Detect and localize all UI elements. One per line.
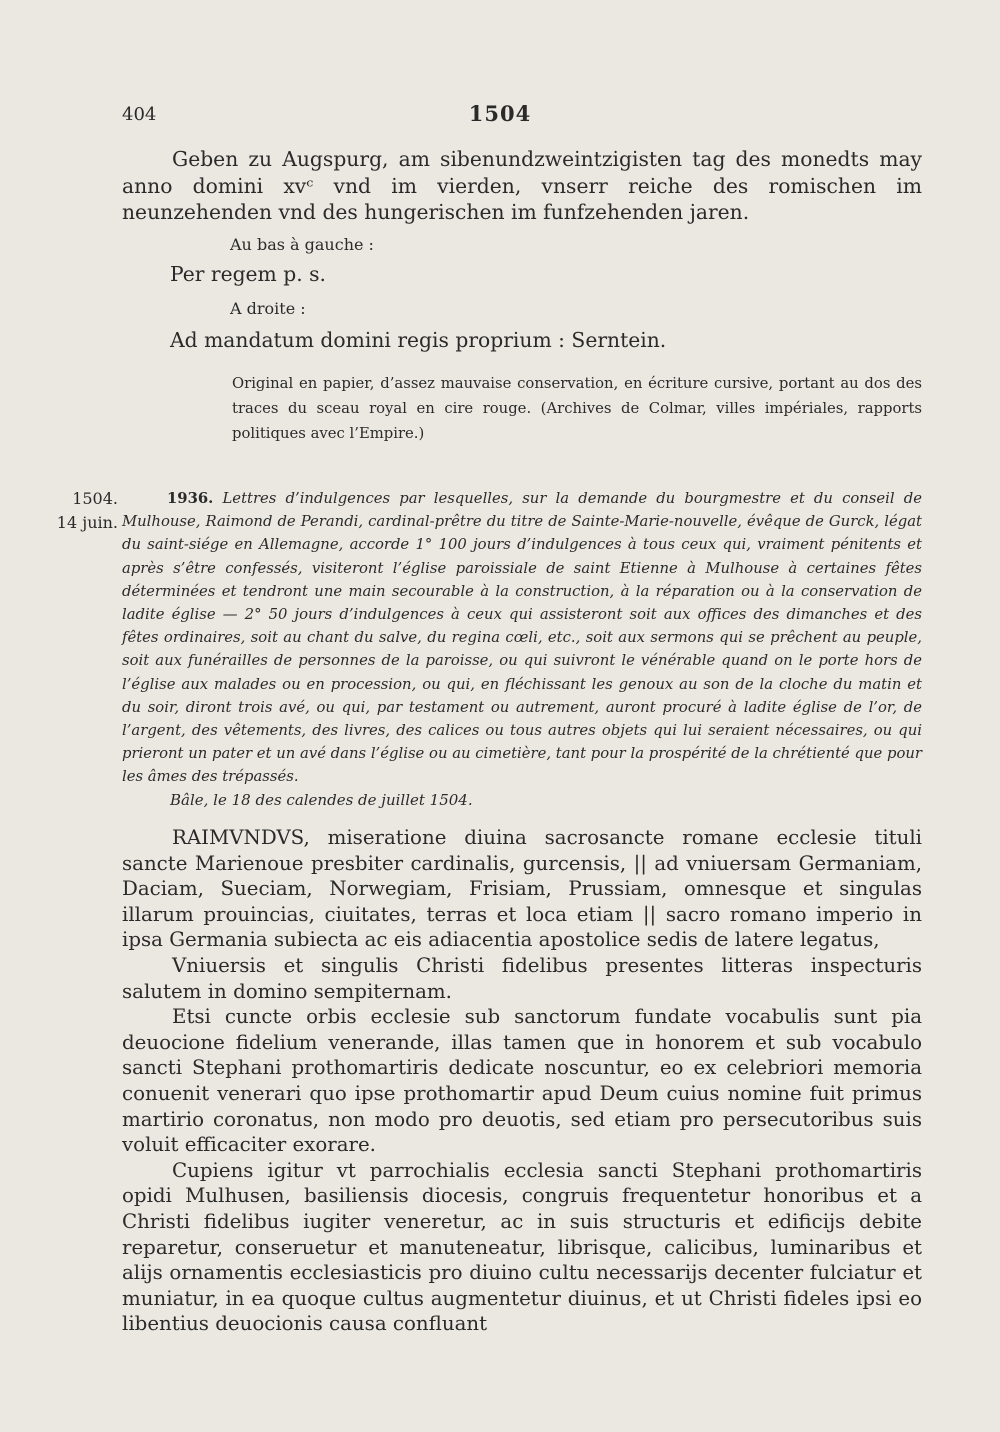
latin-paragraph: Cupiens igitur vt parrochialis ecclesia sancti Stephani prothomartiris opidi Mulhusen, basiliensis diocesis, congruis frequentetur honoribus et a Christi fidelibus iugiter veneretur, ac in suis structuris et edificijs debite reparetur, conseruetur et manuteneatur, librisque, calicibus, luminaribus et alijs ornamentis ecclesiasticis pro diuino cultu necessarijs decenter fulciatur et muniatur, in ea quoque cultus augmentetur diuinus, et ut Christi fideles ipsi eo libentius deuocionis causa confluant xyxy=(122,1158,922,1336)
regest-text: Lettres d’indulgences par lesquelles, sur la demande du bourgmestre et du conseil de Mulhouse, Raimond de Perandi, cardinal-prêtre du titre de Sainte-Marie-nouvelle, évêque de Gurck, légat du saint-siége en Allemagne, accorde 1° 100 jours d’indulgences à tous ceux qui, vraiment pénitents et après s’être confessés, visiteront l’église paroissiale de saint Etienne à Mulhouse à certaines fêtes déterminées et tendront une main secourable à la construction, à la réparation ou à la conservation de ladite église — 2° 50 jours d’indulgences à ceux qui assisteront soit aux offices des dimanches et des fêtes ordinaires, soit au chant du salve, du regina cœli, etc., soit aux sermons qui se prêchent au peuple, soit aux funérailles de personnes de la paroisse, ou qui suivront le vénérable quand on le porte hors de l’église aux malades ou en procession, ou qui, en fléchissant les genoux au son de la cloche du matin et du soir, diront trois avé, ou qui, par testament ou autrement, auront procuré à ladite église de l’or, de l’argent, des vêtements, des livres, des calices ou tous autres objets qui lui seraient nécessaires, ou qui prieront un pater et un avé dans l’église ou au cimetière, tant pour la prospérité de la chrétienté que pour les âmes des trépassés. xyxy=(122,490,922,786)
page-number: 404 xyxy=(122,104,157,125)
label-bottom-left: Au bas à gauche : xyxy=(230,235,374,254)
label-right: A droite : xyxy=(230,299,306,318)
running-head-year: 1504 xyxy=(468,101,532,126)
latin-paragraph: Vniuersis et singulis Christi fidelibus presentes litteras inspecturis salutem in domino sempiternam. xyxy=(122,953,922,1003)
regest-number: 1936. xyxy=(167,490,214,507)
source-note: Original en papier, d’assez mauvaise conservation, en écriture cursive, portant au dos des traces du sceau royal en cire rouge. (Archives de Colmar, villes impériales, rapports politiques avec l’Empire.) xyxy=(232,375,922,442)
signature-left: Per regem p. s. xyxy=(170,262,326,286)
latin-charter-text xyxy=(122,825,922,1337)
latin-paragraph: RAIMVNDVS, miseratione diuina sacrosancte romane ecclesie tituli sancte Marienoue presbiter cardinalis, gurcensis, || ad vniuersam Germaniam, Daciam, Sueciam, Norwegiam, Frisiam, Prussiam, omnesque et singulas illarum prouincias, ciuitates, terras et loca etiam || sacro romano imperio in ipsa Germania subiecta ac eis adiacentia apostolice sedis de latere legatus, xyxy=(122,826,922,952)
latin-paragraph: Etsi cuncte orbis ecclesie sub sanctorum fundate vocabulis sunt pia deuocione fidelium venerande, illas tamen que in honorem et sub vocabulo sancti Stephani prothomartiris dedicate noscuntur, eo ex celebriori memoria conuenit venerari quo ipse prothomartir apud Deum cuius nomine fuit primus martirio coronatus, non modo pro deuotis, sed etiam pro persecutoribus suis voluit efficaciter exorare. xyxy=(122,1005,922,1157)
signature-right: Ad mandatum domini regis proprium : Serntein. xyxy=(170,328,667,352)
regest-summary xyxy=(122,487,922,789)
margin-date-day: 14 juin. xyxy=(56,513,118,532)
regest-dateline: Bâle, le 18 des calendes de juillet 1504. xyxy=(170,791,473,809)
previous-document-closing: Geben zu Augspurg, am sibenundzweintzigisten tag des monedts may anno domini xvᶜ vnd im vierden, vnserr reiche des romischen im neunzehenden vnd des hungerischen im funfzehenden jaren. xyxy=(122,147,922,224)
margin-date-year: 1504. xyxy=(72,489,118,508)
